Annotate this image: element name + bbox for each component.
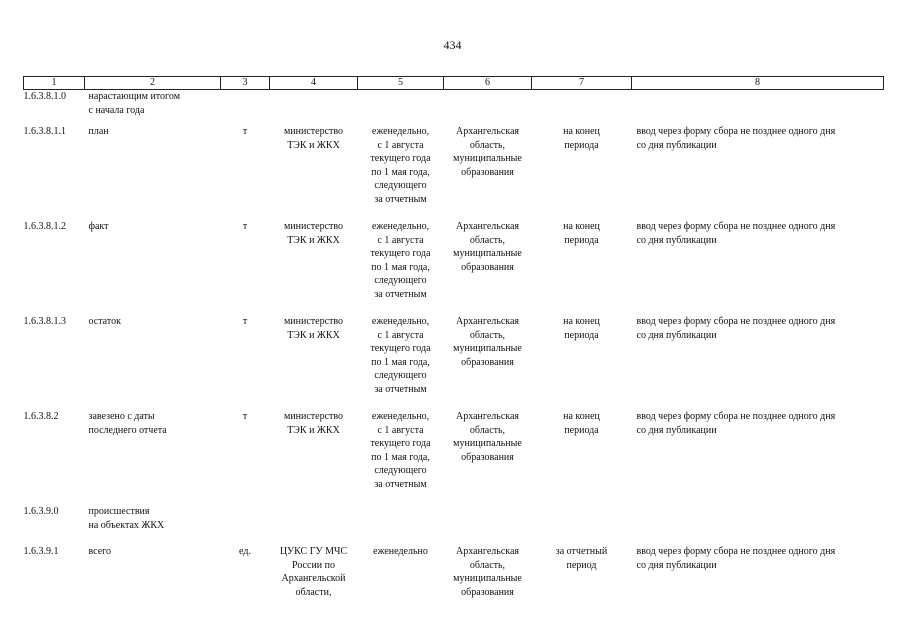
row-method: ввод через форму сбора не позднее одного дня со дня публикации	[636, 546, 836, 571]
row-period: еженедельно	[373, 546, 428, 557]
row-period: еженедельно, с 1 августа текущего года по 1 мая года, следующего за отчетным	[370, 221, 431, 300]
row-responsible: министерство ТЭК и ЖКХ	[283, 126, 344, 151]
row-responsible	[270, 505, 358, 545]
row-unit: т	[242, 221, 248, 232]
row-code: 1.6.3.8.1.1	[23, 126, 66, 137]
row-code: 1.6.3.8.1.2	[23, 221, 66, 232]
row-territory: Архангельская область, муниципальные образования	[453, 126, 522, 178]
row-date: на конец периода	[563, 221, 600, 246]
row-method: ввод через форму сбора не позднее одного дня со дня публикации	[636, 126, 836, 151]
row-period: еженедельно, с 1 августа текущего года по 1 мая года, следующего за отчетным	[370, 316, 431, 395]
row-code: 1.6.3.9.0	[23, 506, 59, 517]
column-header-4: 4	[270, 77, 358, 90]
row-responsible: министерство ТЭК и ЖКХ	[283, 411, 344, 436]
row-method	[632, 90, 884, 126]
row-date	[532, 505, 632, 545]
row-period: еженедельно, с 1 августа текущего года по 1 мая года, следующего за отчетным	[370, 411, 431, 490]
table-row	[24, 220, 884, 315]
row-code: 1.6.3.8.2	[23, 411, 59, 422]
row-unit	[221, 90, 270, 126]
table-row	[24, 545, 884, 605]
row-responsible: министерство ТЭК и ЖКХ	[283, 221, 344, 246]
row-date: на конец периода	[563, 126, 600, 151]
page-number: 434	[443, 38, 462, 52]
indicator-table	[23, 76, 884, 605]
row-territory: Архангельская область, муниципальные образования	[453, 546, 522, 598]
column-header-5: 5	[358, 77, 444, 90]
row-unit: т	[242, 411, 248, 422]
row-code: 1.6.3.8.1.3	[23, 316, 66, 327]
row-responsible: ЦУКС ГУ МЧС России по Архангельской области,	[279, 546, 348, 598]
column-header-2: 2	[85, 77, 221, 90]
row-method: ввод через форму сбора не позднее одного дня со дня публикации	[636, 411, 836, 436]
row-code: 1.6.3.9.1	[23, 546, 59, 557]
row-territory: Архангельская область, муниципальные образования	[453, 411, 522, 463]
row-method: ввод через форму сбора не позднее одного дня со дня публикации	[636, 316, 836, 341]
table-row	[24, 125, 884, 220]
row-territory: Архангельская область, муниципальные образования	[453, 316, 522, 368]
row-date	[532, 90, 632, 126]
row-name: всего	[88, 546, 112, 557]
row-name: факт	[88, 221, 109, 232]
row-name: план	[88, 126, 109, 137]
row-unit: т	[242, 316, 248, 327]
table-row	[24, 90, 884, 126]
row-unit	[221, 505, 270, 545]
row-unit: ед.	[239, 546, 251, 557]
column-number-header	[24, 77, 884, 90]
row-unit: т	[242, 126, 248, 137]
column-header-7: 7	[532, 77, 632, 90]
row-name: остаток	[88, 316, 121, 327]
row-name: нарастающим итогом с начала года	[88, 91, 181, 116]
row-period: еженедельно, с 1 августа текущего года по 1 мая года, следующего за отчетным	[370, 126, 431, 205]
column-header-3: 3	[221, 77, 270, 90]
row-responsible: министерство ТЭК и ЖКХ	[283, 316, 344, 341]
table-row	[24, 315, 884, 410]
row-name: завезено с даты последнего отчета	[88, 411, 167, 436]
table-row	[24, 505, 884, 545]
row-method	[632, 505, 884, 545]
row-territory	[444, 90, 532, 126]
column-header-1: 1	[24, 77, 85, 90]
row-responsible	[270, 90, 358, 126]
row-date: за отчетный период	[555, 546, 608, 571]
column-header-6: 6	[444, 77, 532, 90]
table-row	[24, 410, 884, 505]
row-method: ввод через форму сбора не позднее одного дня со дня публикации	[636, 221, 836, 246]
row-date: на конец периода	[563, 316, 600, 341]
row-period	[358, 90, 444, 126]
row-name: происшествия на объектах ЖКХ	[88, 506, 165, 531]
row-date: на конец периода	[563, 411, 600, 436]
row-territory: Архангельская область, муниципальные образования	[453, 221, 522, 273]
row-code: 1.6.3.8.1.0	[23, 91, 66, 102]
column-header-8: 8	[632, 77, 884, 90]
row-territory	[444, 505, 532, 545]
row-period	[358, 505, 444, 545]
